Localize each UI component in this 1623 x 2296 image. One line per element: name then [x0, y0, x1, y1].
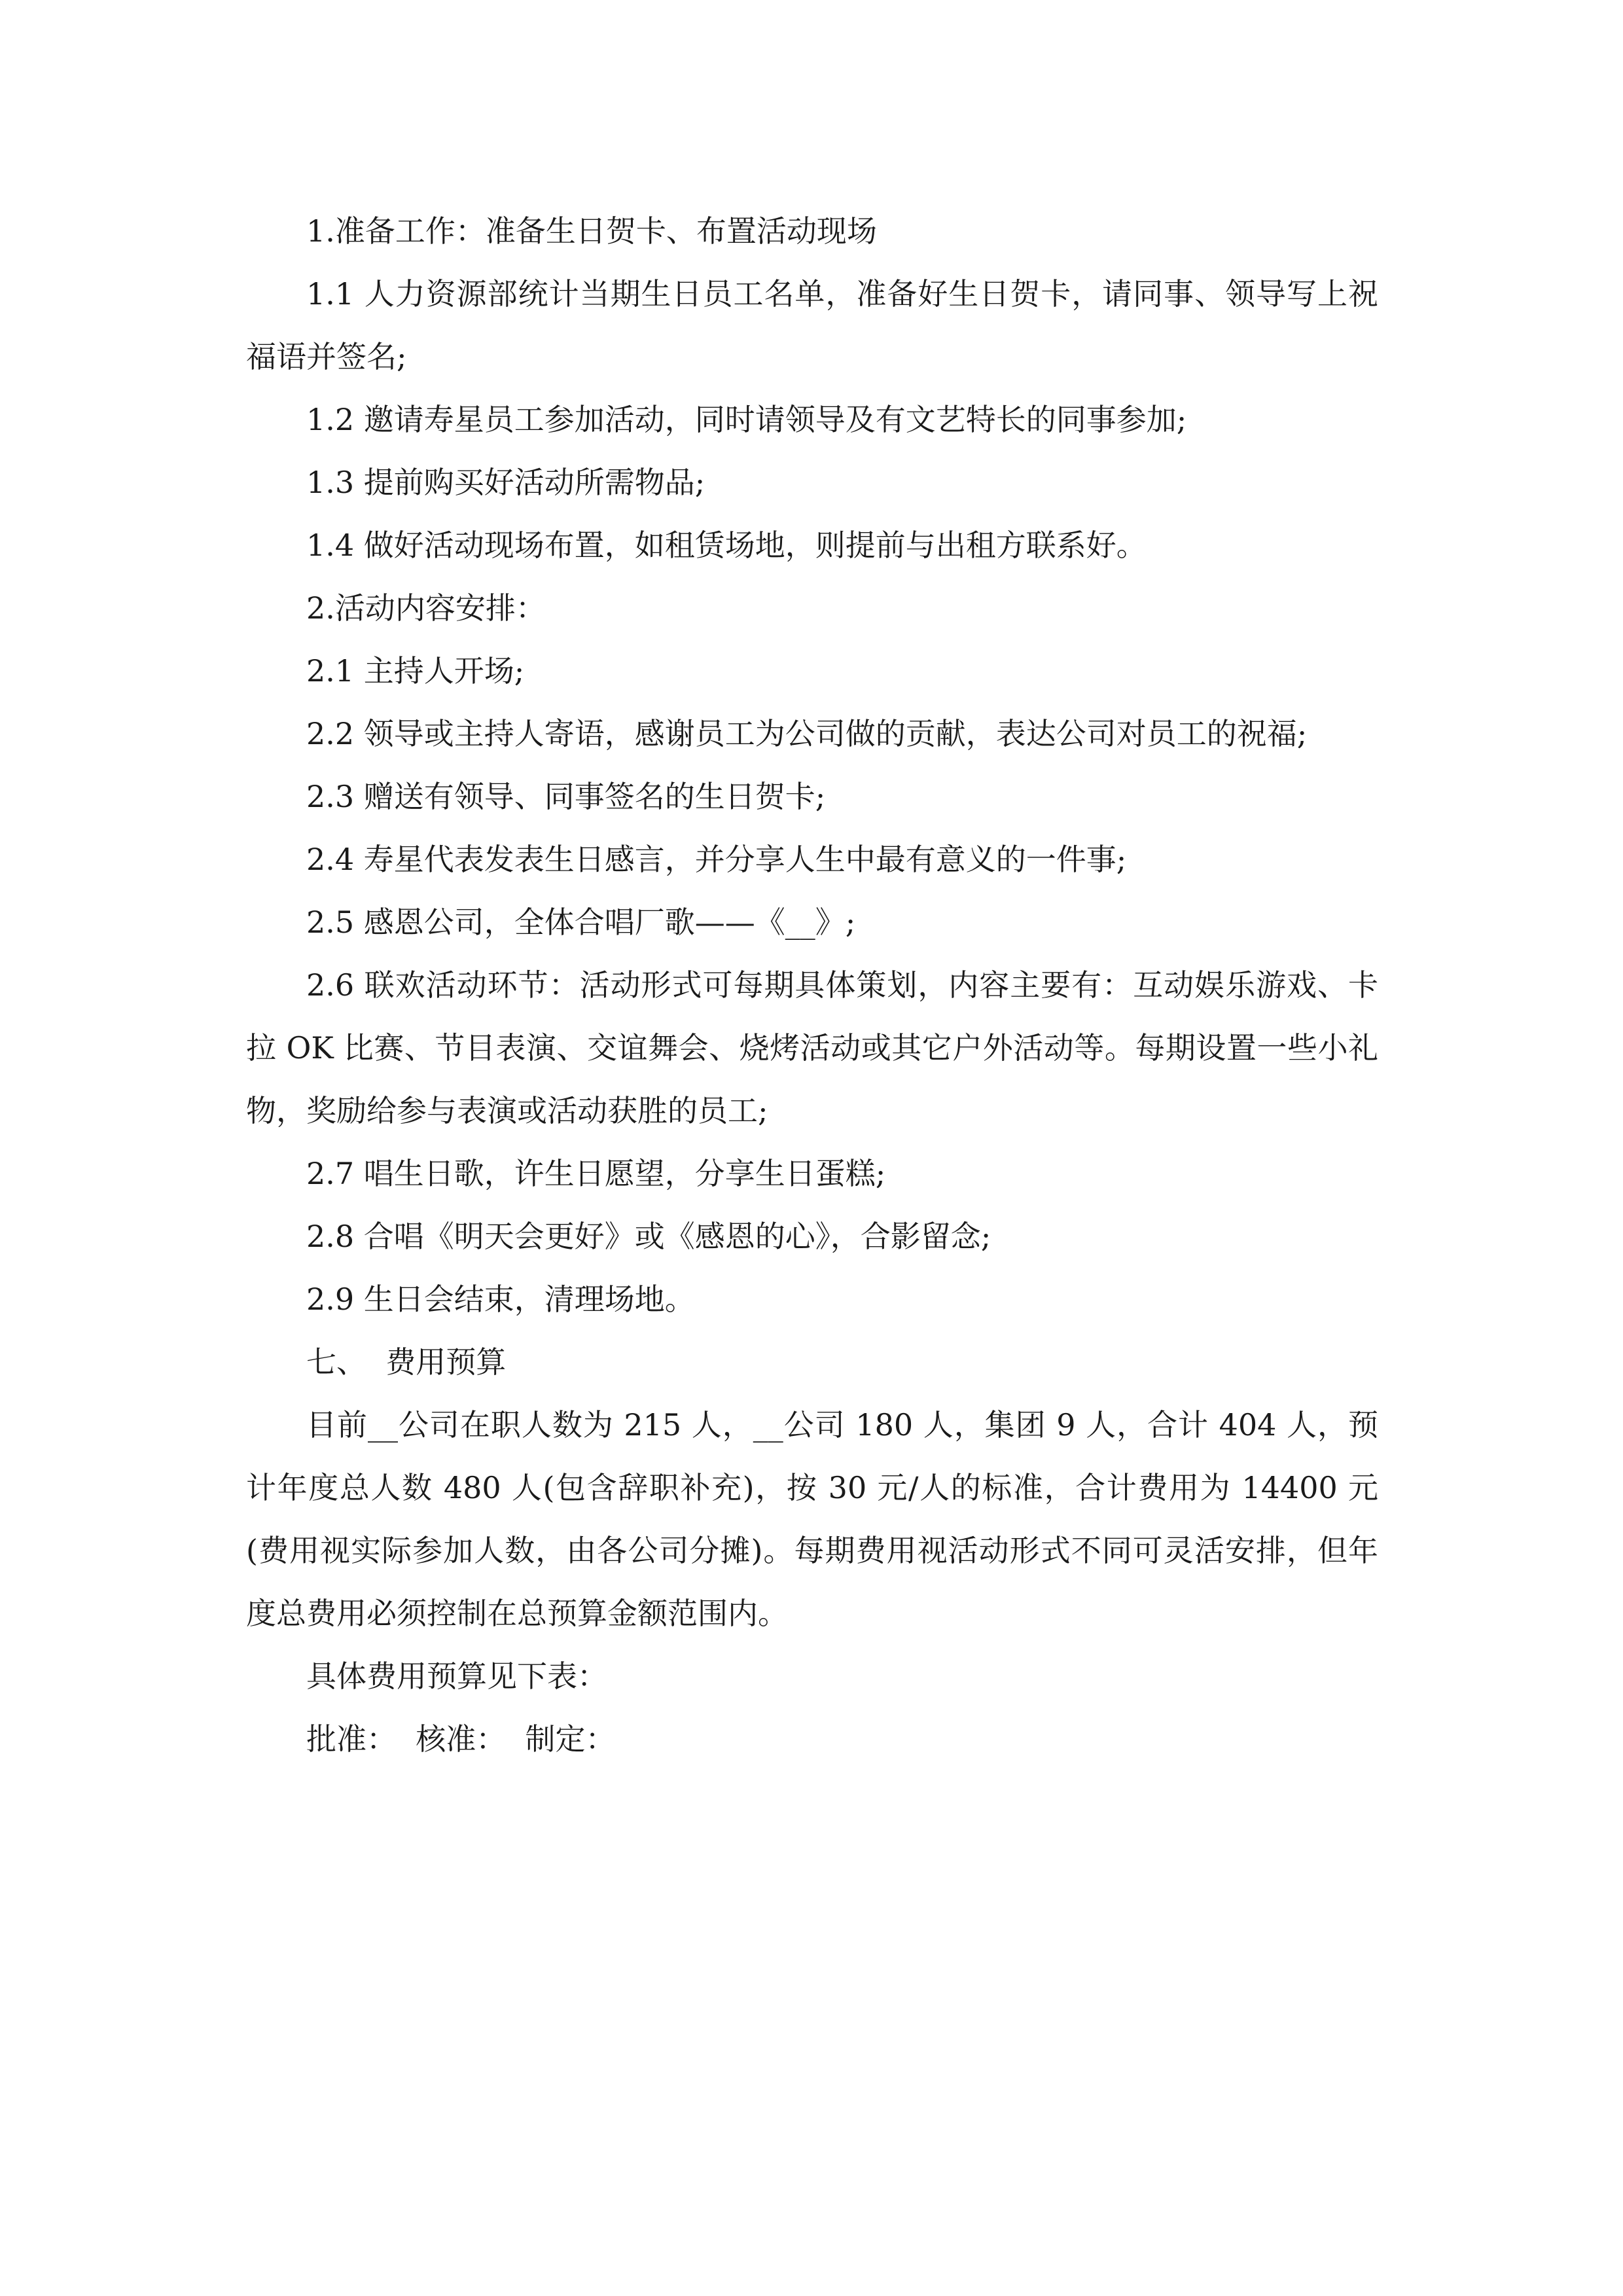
paragraph-1-2: 1.2 邀请寿星员工参加活动，同时请领导及有文艺特长的同事参加;	[306, 402, 1187, 437]
heading-activity-content: 2.活动内容安排：	[306, 590, 546, 626]
paragraph-1-3: 1.3 提前购买好活动所需物品;	[306, 465, 705, 500]
paragraph-budget-table-note: 具体费用预算见下表：	[306, 1659, 607, 1694]
paragraph-budget: 目前__公司在职人数为 215 人，__公司 180 人，集团 9 人，合计 404 人，预计年度总人数 480 人(包含辞职补充)，按 30 元/人的标准，合计费用为 14400 元(费用视实际参加人数，由各公司分摊)。每期费用视活动形式不同可灵活安排，但年度总费用必须控制在总预算金额范围内。	[246, 1407, 1378, 1631]
document-body	[246, 200, 1378, 1770]
paragraph-2-5: 2.5 感恩公司，全体合唱厂歌——《__》;	[306, 905, 856, 940]
paragraph-2-7: 2.7 唱生日歌，许生日愿望，分享生日蛋糕;	[306, 1156, 886, 1191]
paragraph-2-2: 2.2 领导或主持人寄语，感谢员工为公司做的贡献，表达公司对员工的祝福;	[306, 716, 1308, 751]
paragraph-1-1: 1.1 人力资源部统计当期生日员工名单，准备好生日贺卡，请同事、领导写上祝福语并签名;	[246, 276, 1378, 374]
paragraph-2-4: 2.4 寿星代表发表生日感言，并分享人生中最有意义的一件事;	[306, 842, 1127, 877]
paragraph-2-3: 2.3 赠送有领导、同事签名的生日贺卡;	[306, 779, 826, 814]
paragraph-2-8: 2.8 合唱《明天会更好》或《感恩的心》，合影留念;	[306, 1219, 991, 1254]
paragraph-2-6: 2.6 联欢活动环节：活动形式可每期具体策划，内容主要有：互动娱乐游戏、卡拉 OK 比赛、节目表演、交谊舞会、烧烤活动或其它户外活动等。每期设置一些小礼物，奖励给参与表演或活动获胜的员工;	[246, 967, 1378, 1128]
heading-budget: 七、 费用预算	[306, 1344, 507, 1380]
paragraph-2-1: 2.1 主持人开场;	[306, 653, 525, 689]
paragraph-1-4: 1.4 做好活动现场布置，如租赁场地，则提前与出租方联系好。	[306, 528, 1147, 563]
signature-line: 批准： 核准： 制定：	[306, 1721, 616, 1757]
paragraph-2-9: 2.9 生日会结束，清理场地。	[306, 1282, 695, 1317]
heading-preparation: 1.准备工作：准备生日贺卡、布置活动现场	[306, 213, 877, 249]
